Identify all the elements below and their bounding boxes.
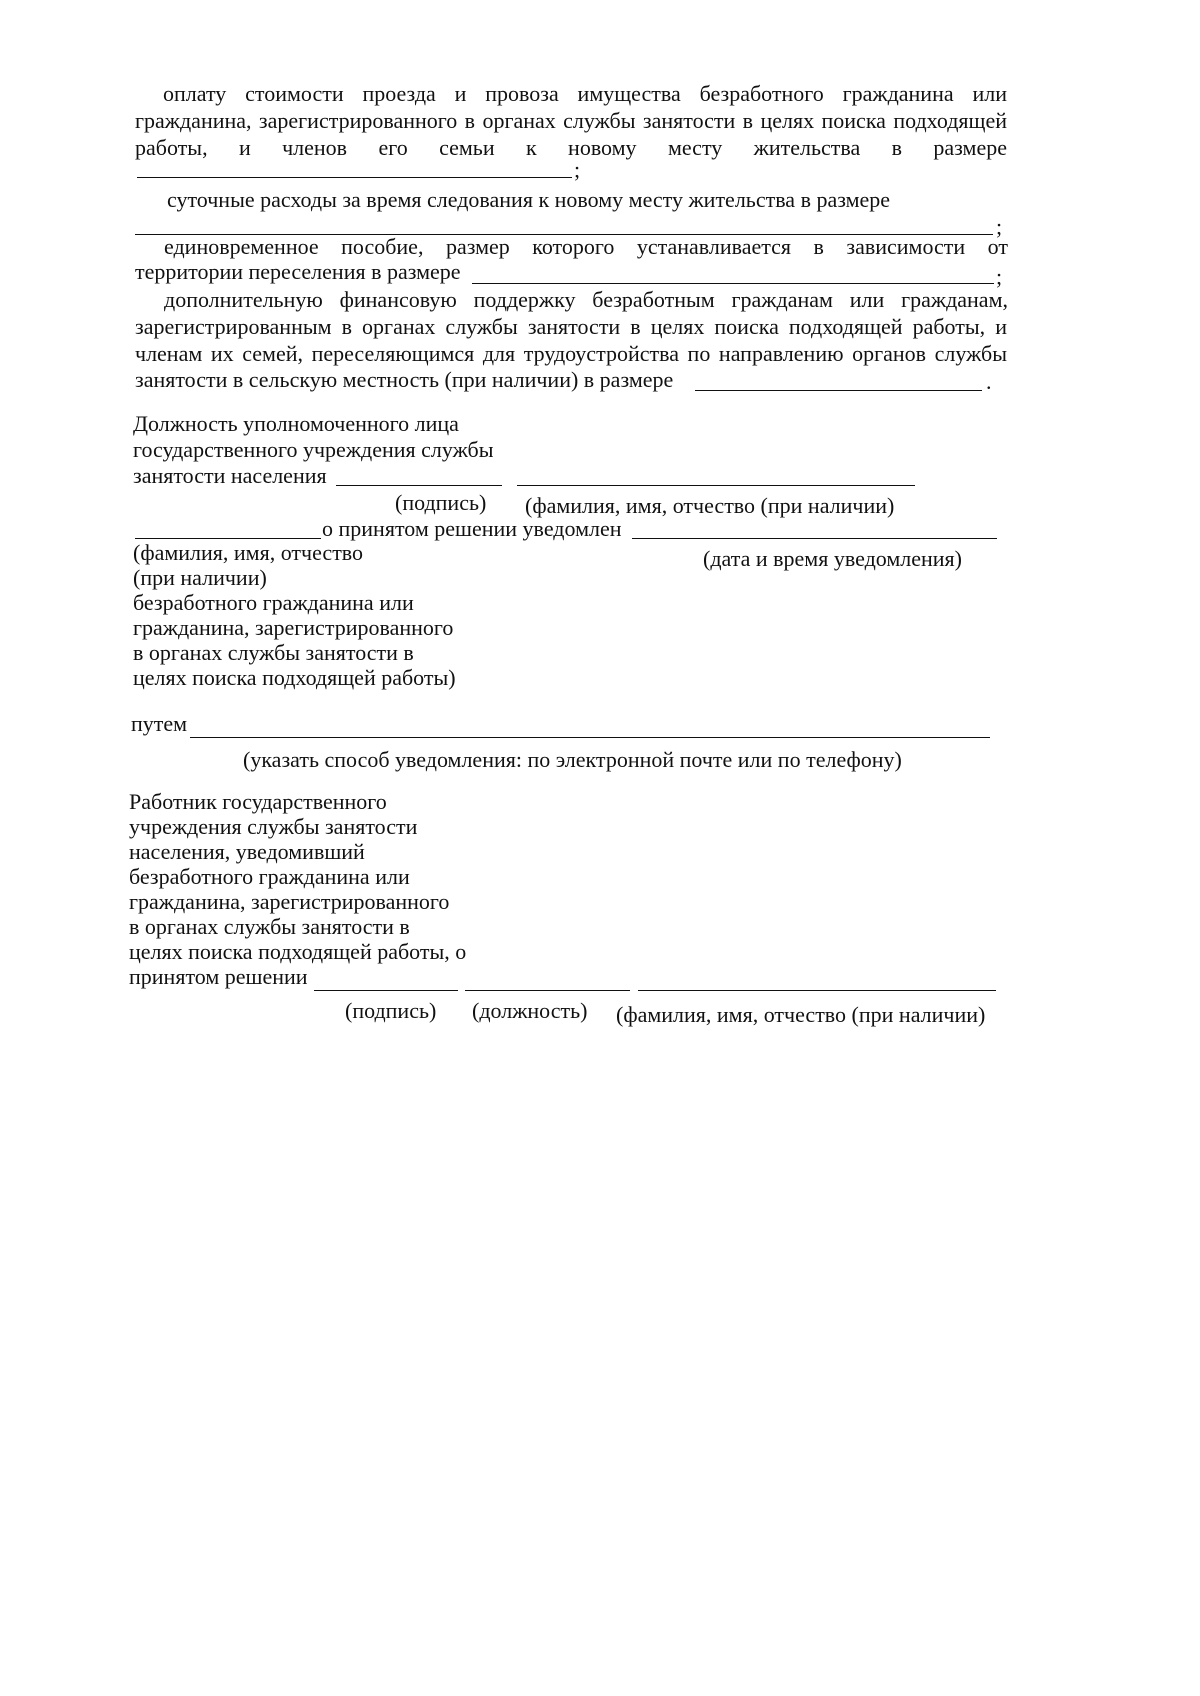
employee-line-7: целях поиска подходящей работы, о bbox=[129, 939, 467, 964]
employee-line-3: населения, уведомивший bbox=[129, 839, 365, 864]
applicant-caption-3: безработного гражданина или bbox=[133, 590, 414, 615]
p2-line1: суточные расходы за время следования к новому месту жительства в размере bbox=[167, 187, 891, 212]
method-caption: (указать способ уведомления: по электронной почте или по телефону) bbox=[243, 747, 902, 772]
applicant-caption-4: гражданина, зарегистрированного bbox=[133, 615, 454, 640]
p4-line4: занятости в сельскую местность (при наличии) в размере bbox=[135, 367, 674, 392]
official-line3: занятости населения bbox=[133, 463, 327, 488]
p4-line1: дополнительную финансовую поддержку безработным гражданам или гражданам, bbox=[164, 287, 1008, 312]
employee-caption-signature: (подпись) bbox=[345, 998, 437, 1023]
p1-line3: работы, и членов его семьи к новому месту жительства в размере bbox=[135, 135, 1007, 160]
p4-line3: членам их семей, переселяющимся для трудоустройства по направлению органов службы bbox=[135, 341, 1007, 366]
applicant-caption-6: целях поиска подходящей работы) bbox=[133, 665, 456, 690]
p3-end: ; bbox=[996, 264, 1003, 289]
official-caption-signature: (подпись) bbox=[395, 490, 487, 515]
employee-signature-line[interactable] bbox=[314, 990, 458, 991]
official-caption-name: (фамилия, имя, отчество (при наличии) bbox=[525, 493, 895, 518]
official-line2: государственного учреждения службы bbox=[133, 437, 494, 462]
employee-caption-name: (фамилия, имя, отчество (при наличии) bbox=[616, 1002, 986, 1027]
p1-line1: оплату стоимости проезда и провоза имущества безработного гражданина или bbox=[163, 81, 1007, 106]
notification-datetime-line[interactable] bbox=[632, 538, 997, 539]
employee-line-1: Работник государственного bbox=[129, 789, 387, 814]
blank-line-additional-support[interactable] bbox=[695, 390, 982, 391]
employee-caption-position: (должность) bbox=[472, 998, 588, 1023]
blank-line-travel-cost[interactable] bbox=[137, 177, 572, 178]
p3-line2: территории переселения в размере bbox=[135, 259, 461, 284]
notification-method-line[interactable] bbox=[190, 737, 990, 738]
employee-line-6: в органах службы занятости в bbox=[129, 914, 410, 939]
employee-position-line[interactable] bbox=[465, 990, 630, 991]
official-line1: Должность уполномоченного лица bbox=[133, 411, 459, 436]
datetime-caption: (дата и время уведомления) bbox=[703, 546, 962, 571]
employee-line-4: безработного гражданина или bbox=[129, 864, 410, 889]
p4-line2: зарегистрированным в органах службы занятости в целях поиска подходящей работы, и bbox=[135, 314, 1007, 339]
method-label: путем bbox=[131, 711, 188, 736]
notified-text: о принятом решении уведомлен bbox=[322, 516, 622, 541]
applicant-caption-5: в органах службы занятости в bbox=[133, 640, 414, 665]
p1-end: ; bbox=[574, 157, 581, 182]
applicant-caption-2: (при наличии) bbox=[133, 565, 267, 590]
official-name-line[interactable] bbox=[517, 485, 915, 486]
employee-line-5: гражданина, зарегистрированного bbox=[129, 889, 450, 914]
blank-line-lump-sum[interactable] bbox=[472, 283, 994, 284]
employee-name-line[interactable] bbox=[638, 990, 996, 991]
employee-line-2: учреждения службы занятости bbox=[129, 814, 418, 839]
p2-end: ; bbox=[996, 214, 1003, 239]
p1-line2: гражданина, зарегистрированного в органах службы занятости в целях поиска подходящей bbox=[135, 108, 1007, 133]
p4-end: . bbox=[986, 369, 992, 394]
official-signature-line[interactable] bbox=[336, 485, 502, 486]
employee-line-8: принятом решении bbox=[129, 964, 308, 989]
p3-line1: единовременное пособие, размер которого устанавливается в зависимости от bbox=[164, 234, 1008, 259]
applicant-caption-1: (фамилия, имя, отчество bbox=[133, 540, 364, 565]
